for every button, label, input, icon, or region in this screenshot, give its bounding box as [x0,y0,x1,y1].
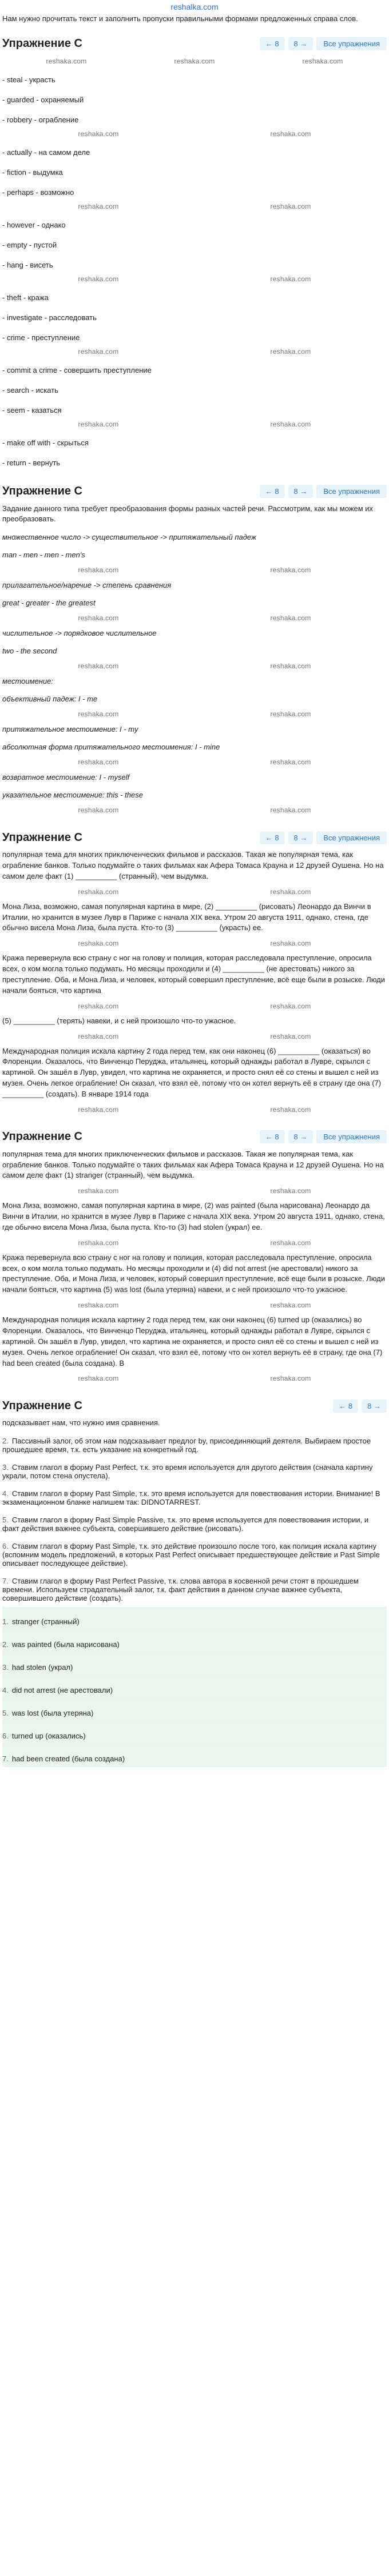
grammar-text: числительное -> порядковое числительное [2,629,157,638]
item-number: 7. [2,1577,9,1586]
watermark: reshaka.com [270,274,311,283]
watermark: reshaka.com [174,57,215,65]
watermark: reshaka.com [270,1105,311,1114]
watermark: reshaka.com [78,1105,119,1114]
watermark: reshaka.com [78,1002,119,1010]
answer-text: stranger (странный) [11,1617,80,1626]
answer-text: turned up (оказались) [11,1732,86,1741]
list-item [2,140,387,160]
grammar-line [2,594,387,612]
grammar-text: great - greater - the greatest [2,599,96,608]
section-text-answers [0,1122,389,1391]
watermark-row [2,1000,387,1012]
list-item [2,233,387,253]
watermark-row [2,612,387,624]
pager [333,1399,387,1413]
vocab-entry: - seem - казаться [2,405,62,414]
answer-item [2,1698,387,1721]
watermark: reshaka.com [78,1374,119,1383]
watermark-row [2,756,387,768]
next-button[interactable]: 8 → [362,1399,387,1413]
watermark: reshaka.com [78,274,119,283]
grammar-line [2,672,387,690]
list-item [2,213,387,233]
watermark: reshaka.com [78,806,119,815]
answer-item [2,1653,387,1676]
watermark: reshaka.com [78,1301,119,1310]
list-item [2,180,387,200]
exercise-title: Упражнение C [2,485,82,498]
section-intro: Задание данного типа требует преобразования формы разных частей речи. Рассмотрим, как мы можем их преобразовать. [2,504,374,524]
intro-text: Нам нужно прочитать текст и заполнить пропуски правильными формами предложенных справа слов. [2,14,358,23]
watermark: reshaka.com [78,420,119,428]
list-item [2,450,387,470]
text-paragraph: популярная тема для многих приключенческих фильмов и рассказов. Такая же популярная тема, как ограбление банков. Только подумайте о таких фильмах как Афера Томаса Крауна и 12 друзей Оушена. Но на самом деле факт (1) stranger (странный), чем выдумка. [2,1149,384,1180]
answer-text: was lost (была утеряна) [11,1709,94,1718]
watermark: reshaka.com [270,662,311,671]
pager [260,831,387,844]
section-grammar [0,476,389,823]
watermark: reshaka.com [270,806,311,815]
answer-item [2,1721,387,1744]
vocab-entry: - robbery - ограбление [2,115,79,124]
grammar-line [2,768,387,786]
watermark: reshaka.com [270,1374,311,1383]
watermark-row [2,660,387,672]
watermark: reshaka.com [270,1238,311,1247]
item-number: 1. [2,1617,9,1626]
grammar-line [2,576,387,594]
list-item [2,325,387,345]
explanation-text: Ставим глагол в форму Past Simple, т.к. это действие произошло после того, как полиция искала картину (вспомним модель предложений, в которых Past Perfect описывает предшествующее действие и Past Simple описывает последующее действие). [2,1542,380,1568]
watermark-row [2,564,387,576]
vocab-entry: - perhaps - возможно [2,188,74,197]
grammar-line [2,720,387,738]
grammar-line [2,546,387,564]
watermark: reshaka.com [270,614,311,623]
exercise-title: Упражнение C [2,37,82,50]
list-item [2,253,387,273]
exercise-title: Упражнение C [2,1130,82,1143]
item-number: 7. [2,1754,9,1764]
watermark: reshaka.com [78,614,119,623]
grammar-text: абсолютная форма притяжательного местоимения: I - mine [2,743,220,752]
watermark-row [2,1185,387,1197]
watermark: reshaka.com [270,758,311,767]
site-link[interactable]: reshalka.com [170,2,219,11]
watermark-row [2,418,387,430]
watermark: reshaka.com [270,1002,311,1010]
list-item [2,285,387,305]
grammar-text: местоимение: [2,677,54,686]
watermark-row [2,1299,387,1311]
watermark: reshaka.com [270,129,311,138]
grammar-text: притяжательное местоимение: I - my [2,725,138,734]
watermark: reshaka.com [270,1032,311,1040]
grammar-text: возвратное местоимение: I - myself [2,773,130,782]
item-number: 6. [2,1542,9,1551]
prev-button[interactable]: ← 8 [260,37,285,50]
watermark-row [2,937,387,950]
watermark-row [2,345,387,358]
vocab-entry: - empty - пустой [2,240,57,249]
list-item [2,160,387,180]
item-number: 3. [2,1663,9,1672]
answer-item [2,1630,387,1653]
watermark: reshaka.com [270,1301,311,1310]
section-text-blanks [0,822,389,1122]
vocab-entry: - search - искать [2,385,58,394]
watermark: reshaka.com [78,939,119,948]
explanation-item [2,1537,387,1572]
vocab-entry: - commit a crime - совершить преступление [2,365,152,374]
watermark: reshaka.com [78,662,119,671]
exercise-header [2,35,387,53]
prev-button[interactable]: ← 8 [333,1399,358,1413]
watermark-row [2,1237,387,1249]
section-explanations [0,1390,389,1773]
exercise-title: Упражнение C [2,1399,82,1412]
list-item [2,398,387,418]
item-number: 5. [2,1709,9,1718]
watermark-row [2,1103,387,1116]
item-number: 5. [2,1516,9,1525]
vocab-entry: - hang - висеть [2,260,53,269]
text-paragraph: Мона Лиза, возможно, самая популярная картина в мире, (2) was painted (была нарисована) Леонардо да Винчи в Италии, но хранится в музее Лувр в Париже с начала XIX века. Утром 20 августа 1911, однако, стена, где обычно висела Мона Лиза, была пуста. Кто-то (3) had stolen (украл) ее. [2,1201,385,1231]
watermark: reshaka.com [270,1187,311,1195]
grammar-line [2,786,387,804]
text-paragraph: Международная полиция искала картину 2 года перед тем, как они наконец (6) turned up (оказались) во Флоренции. Оказалось, что Винченцо Перуджа, итальянец, который однажды работал в Лувре, скрылся с картиной. Он зашёл в Лувр, увидел, что картина не охраняется, и просто снял её со стены и вышел с ней из музея. Очень легкое ограбление! Он сказал, что взял её, потому что он хотел вернуть её в страну, где она (7) had been created (была создана). В [2,1315,383,1367]
all-exercises-button[interactable]: Все упражнения [316,37,387,50]
pager [260,37,387,50]
text-paragraph: (5) __________ (терять) навеки, и с ней произошло что-то ужасное. [2,1016,236,1025]
watermark-row [2,708,387,720]
text-paragraph: Кража перевернула всю страну с ног на голову и полиция, которая расследовала преступление, опросила всех, о ком могла только подумать. Но месяцы проходили и (4) did not arrest (не арестовали) никого за преступление. Оба, и Мона Лиза, и человек, который совершил преступление, всё еще были в розыске. Люди начали бояться, что картина (5) was lost (была утеряна) навеки, и с ней произошло что-то ужасное. [2,1253,386,1294]
item-number: 4. [2,1489,9,1498]
next-button[interactable]: 8 → [288,485,313,498]
grammar-text: man - men - men - men's [2,551,85,560]
watermark: reshaka.com [78,887,119,896]
item-number: 2. [2,1437,9,1446]
watermark: reshaka.com [270,887,311,896]
explanation-text: Ставим глагол в форму Past Perfect, т.к. это время используется для другого действия (сначала картину украли, потом стена опустела). [2,1463,373,1481]
grammar-line [2,528,387,546]
watermark: reshaka.com [270,347,311,356]
watermark-row [2,127,387,140]
watermark-row [2,1030,387,1043]
exercise-header [2,1397,387,1414]
watermark: reshaka.com [270,939,311,948]
list-item [2,358,387,378]
list-item [2,378,387,398]
vocab-entry: - fiction - выдумка [2,168,63,177]
pager [260,485,387,498]
grammar-line [2,642,387,660]
grammar-line [2,738,387,756]
vocab-entry: - steal - украсть [2,75,55,84]
watermark: reshaka.com [270,566,311,575]
item-number: 3. [2,1463,9,1472]
watermark-row [2,273,387,285]
prev-button[interactable]: ← 8 [260,485,285,498]
explanation-text: Ставим глагол в форму Past Simple Passive, т.к. это время используется для повествования истории, и факт действия важнее субъекта, совершившего действие (рисовать). [2,1516,369,1533]
vocab-entry: - return - вернуть [2,458,61,467]
watermark: reshaka.com [270,420,311,428]
watermark: reshaka.com [78,758,119,767]
vocab-entry: - however - однако [2,220,66,229]
exercise-header [2,829,387,846]
prev-button[interactable]: ← 8 [260,831,285,844]
explanation-item [2,1485,387,1511]
watermark: reshaka.com [78,710,119,719]
grammar-line [2,624,387,642]
watermark-row [2,886,387,898]
all-exercises-button[interactable]: Все упражнения [316,1130,387,1143]
list-item [2,87,387,107]
grammar-text: объективный падеж: I - me [2,695,98,704]
vocab-entry: - actually - на самом деле [2,147,90,157]
next-button[interactable]: 8 → [288,1130,313,1143]
explanation-item [2,1511,387,1537]
watermark-row [2,200,387,213]
list-item [2,67,387,87]
answer-text: had stolen (украл) [11,1663,73,1672]
watermark: reshaka.com [78,1187,119,1195]
exercise-header [2,1129,387,1146]
watermark: reshaka.com [270,710,311,719]
all-exercises-button[interactable]: Все упражнения [316,485,387,498]
grammar-text: множественное число -> существительное -> притяжательный падеж [2,533,256,542]
grammar-text: указательное местоимение: this - these [2,791,143,800]
grammar-text: two - the second [2,647,57,656]
section-subtitle: подсказывает нам, что нужно имя сравнения. [2,1418,160,1427]
text-paragraph: Кража перевернула всю страну с ног на голову и полиция, которая расследовала преступление, опросила всех, о ком могла только подумать. Но месяцы проходили и (4) __________ (не арестовать) никого за преступление. Оба, и Мона Лиза, и человек, который совершил преступление, всё еще были в розыске. Люди начали бояться, что картина [2,954,386,995]
explanation-text: Ставим глагол в форму Past Perfect Passive, т.к. слова автора в косвенной речи стоят в прошедшем времени. Используем страдательный залог, т.к. факт действия в данном случае важнее субъекта, совершившего действие (создать). [2,1577,359,1603]
answer-item [2,1744,387,1767]
text-paragraph: Международная полиция искала картину 2 года перед тем, как они наконец (6) __________ (оказаться) во Флоренции. Оказалось, что Винченцо Перуджа, итальянец, который однажды работал в Лувре, скрылся с картиной. Он зашёл в Лувр, увидел, что картина не охраняется, и просто снял её со стены и вышел с ней из музея. Очень легкое ограбление! Он сказал, что взял её, потому что он хотел вернуть её в страну где она (7) __________ (создать). В январе 1914 года [2,1046,382,1098]
grammar-text: прилагательное/наречие -> степень сравнения [2,581,172,590]
answer-text: did not arrest (не арестовали) [11,1686,113,1695]
item-number: 6. [2,1732,9,1741]
list-item [2,305,387,325]
watermark-row [2,804,387,816]
pager [260,1130,387,1143]
text-paragraph: популярная тема для многих приключенческих фильмов и рассказов. Такая же популярная тема, как ограбление банков. Только подумайте о таких фильмах как Афера Томаса Крауна и 12 друзей Оушена. Но на самом деле факт (1) __________ (странный), чем выдумка. [2,850,384,880]
explanation-item [2,1572,387,1607]
section-vocabulary [0,29,389,476]
watermark: reshaka.com [78,1238,119,1247]
item-number: 2. [2,1640,9,1649]
watermark: reshaka.com [78,566,119,575]
all-exercises-button[interactable]: Все упражнения [316,831,387,844]
grammar-line [2,690,387,708]
watermark-row [2,1372,387,1385]
vocab-entry: - guarded - охраняемый [2,95,84,104]
vocab-entry: - investigate - расследовать [2,313,97,322]
explanation-item [2,1458,387,1485]
list-item [2,107,387,127]
vocab-entry: - make off with - скрыться [2,438,89,447]
watermark: reshaka.com [78,347,119,356]
vocab-entry: - theft - кража [2,293,49,302]
item-number: 4. [2,1686,9,1695]
answer-item [2,1676,387,1698]
watermark: reshaka.com [302,57,343,65]
answer-text: had been created (была создана) [11,1754,125,1764]
explanation-text: Ставим глагол в форму Past Simple, т.к. это время используется для повествования истории. Внимание! В экзаменационном бланке напишем так: DIDNOTARREST. [2,1489,380,1507]
list-item [2,430,387,450]
watermark: reshaka.com [270,202,311,210]
next-button[interactable]: 8 → [288,37,313,50]
answer-text: was painted (была нарисована) [11,1640,120,1649]
exercise-title: Упражнение C [2,831,82,844]
explanation-text: Пассивный залог, об этом нам подсказывает предлог by, присоединяющий деятеля. Выбираем простое прошедшее время, т.к. есть указание на конкретный год. [2,1437,371,1454]
exercise-header [2,483,387,500]
watermark: reshaka.com [46,57,87,65]
vocab-entry: - crime - преступление [2,333,80,342]
next-button[interactable]: 8 → [288,831,313,844]
watermark: reshaka.com [78,1032,119,1040]
watermark: reshaka.com [78,129,119,138]
watermark: reshaka.com [78,202,119,210]
prev-button[interactable]: ← 8 [260,1130,285,1143]
explanation-item [2,1432,387,1458]
text-paragraph: Мона Лиза, возможно, самая популярная картина в мире, (2) __________ (рисовать) Леонардо да Винчи в Италии, но хранится в музее Лувр в Париже с начала XIX века. Утром 20 августа 1911, однако, стена, где обычно висела Мона Лиза, была пуста. Кто-то (3) __________ (украсть) ее. [2,902,371,932]
answer-item [2,1607,387,1630]
